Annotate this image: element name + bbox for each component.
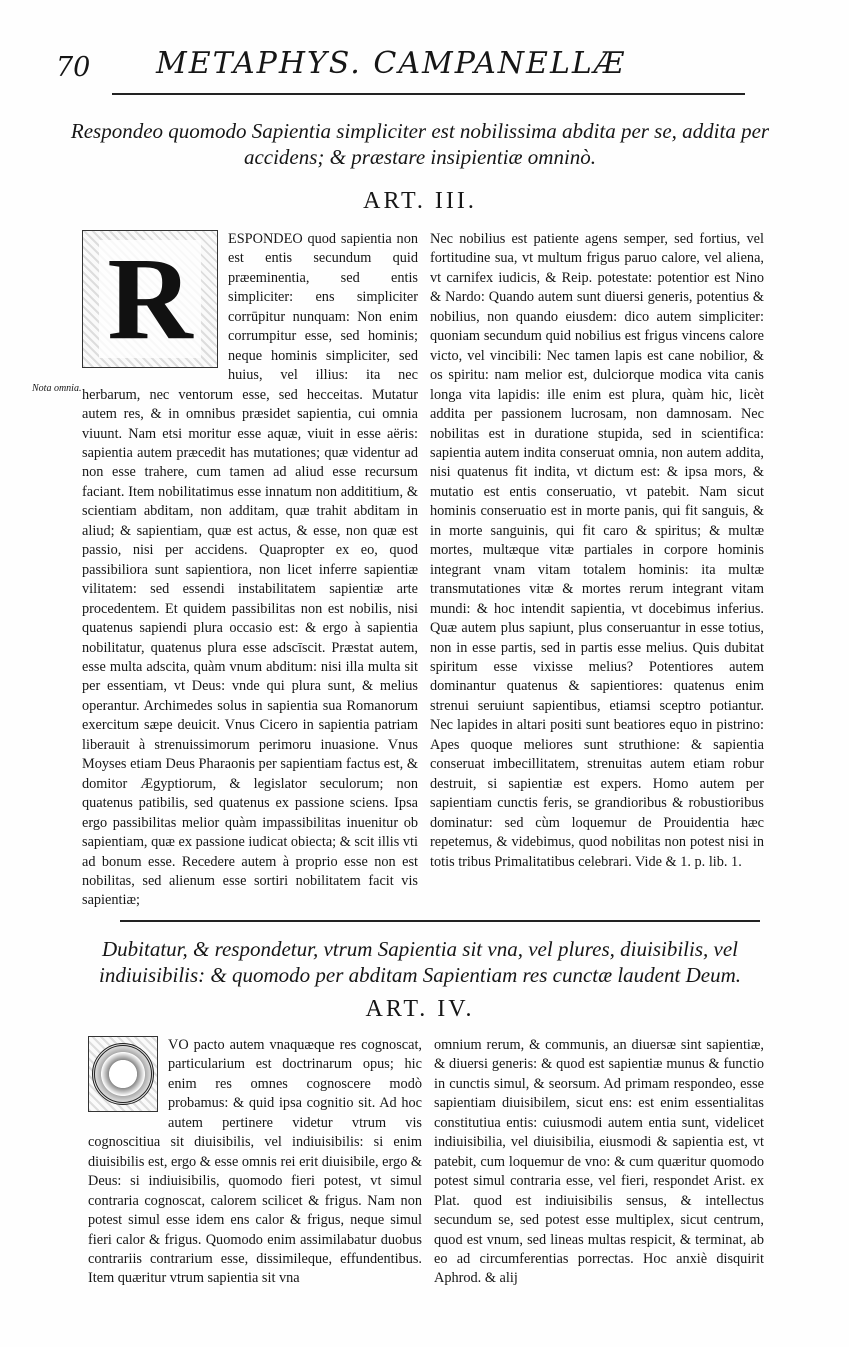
drop-cap-letter: R — [99, 240, 200, 358]
article-label-3: ART. III. — [363, 188, 477, 214]
ornament-icon — [92, 1043, 154, 1105]
page-number: 70 — [56, 52, 91, 83]
article-label-4: ART. IV. — [365, 996, 475, 1022]
section-heading-2: Dubitatur, & respondetur, vtrum Sapientia sit vna, vel plures, diuisibilis, vel indiuisibilis: & quomodo per abditam Sapientiam res cunctæ laudent Deum. — [98, 937, 741, 987]
column-left-2 — [88, 1036, 422, 1296]
drop-cap-r — [82, 230, 218, 368]
running-title: METAPHYS. CAMPANELLÆ — [156, 46, 626, 81]
column-right-2 — [434, 1036, 764, 1296]
column-right-1 — [430, 230, 764, 910]
body-text-right-1: Nec nobilius est patiente agens semper, sed fortius, vel fortitudine sua, vt multum frigus paruo calore, vel aliena, vt carnifex iudicis, & Reip. potestate: potentior est Nino & Nardo: Quando autem sunt diuersi generis, potentius & nobilius, non quando eiusdem: dico autem simpliciter: quoniam secundum quid nobilius est frigus vincens calore victo, vel vincibili: Nec tamen lapis est cane nobilior, & os spiritu: nam melior est, dulciorque modica vita canis longa vita lapidis: ille enim est plura, quàm hic, licèt addita per passionem lucrosam, non damnosam. Nec nobilitas est in duratione stupida, sed in scientifica: sapientia autem indita conseruat omnia, non autem addita, nisi quatenus fit indita, vt dictum est: & ipsa mors, & mutatio est entis conseruatio, vt patebit. Nam sicut hominis conseruatio est in morte panis, qui fit sanguis, & in morte sanguinis, qui fit caro & spiritus; & multæ mortes, multæque vitæ partiales in corpore hominis integrant vnam vitam totalem hominis: ita multæ transmutationes vitæ & mortes rerum integrant vitam mundi: & hoc intendit sapientia, vt docebimus inferius. Quæ autem plus sapiunt, plus conseruantur in esse totius, non in esse partis, sed in partis esse melius. Quis dubitat spiritum esse vixisse melius? Potentiores autem dominantur quatenus & sapientiores: quatenus enim strenui seruiunt sapientibus, etiamsi sceptro potiantur. Nec lapides in altari positi sunt beatiores equo in pistrino: Apes quoque meliores sunt struthione: & sapientia conseruat imbecillitatem, strenuitas autem etiam robur destruit, si sapientiæ est expers. Homo autem per sapientiam cunctis feris, se grandioribus & robustioribus dominatur: sed cùm loquemur de Prouidentia hæc repetemus, & videbimus, quod nobilitas non potest nisi in totis tribus Primalitatibus celebrari. Vide & 1. p. lib. 1. — [430, 231, 764, 870]
section-heading-1: Respondeo quomodo Sapientia simpliciter est nobilissima abdita per se, addita per accidens; & præstare insipientiæ omninò. — [70, 119, 770, 169]
page-header — [52, 38, 752, 98]
section-divider — [120, 920, 760, 922]
ornamental-initial — [88, 1036, 158, 1112]
body-text-left-1: ESPONDEO quod sapientia non est entis secundum quid præeminentia, sed entis simpliciter: ens simpliciter corrūpitur nunquam: Non enim corrumpitur esse, sed hominis; neque hominis simpliciter, sed huius, vel illius: ita nec herbarum, nec ventorum esse, sed hecceitas. Mutatur autem res, & in omnibus præsidet sapientia, cui omnia viuunt. Nam etsi moritur esse aquæ, viuit in esse aëris: sapientia autem præcedit has mutationes; quæ videntur ad non esse trahere, cum tamen ad aliud esse recursum faciant. Item nobilitatimus esse innatum non addititium, & scientiam abditam, non additam, quæ trahit abditam in aliud; & sapientiam, quæ est actus, & esse, non quæ est passio, nisi per accidens. Quapropter ex eo, quod passibiliora sunt sapientiora, non licet inferre sapientiæ vilitatem: sed essendi instabilitatem sapientiæ arte procedentem. Et quidem passibilitas non est nobilis, nisi quatenus sapiendi plura occasio est: & ergo à sapientia nobilitatur, quatenus plura esse adscīscit. Præstat autem, esse multa adscita, quàm vnum abditum: nisi illa multa sit per essentiam, vt Deus: vnde qui plura sunt, & melius operantur. Archimedes solus in sapientia sua Romanorum exercitum sæpe deuicit. Vnus Cicero in sapientia patriam liberauit à strenuissimorum perimoru inuasione. Vnus Moyses etiam Deus Pharaonis per sapientiam factus est, & domitor Ægyptiorum, & legislator seculorum; non quatenus patibilis, sed quatenus ex passione sciens. Ipsa ergo passibilitas melior quàm impassibilitas inuenitur ob sapientiam, quæ ex passione iudicat obiecta; & scit illis vti ad bonum esse. Recedere autem à proprio esse non est nobilitas, sed alienum esse sortiri nobilitatem facit vis sapientiæ; — [82, 231, 418, 909]
column-left-1 — [82, 230, 418, 910]
margin-note: Nota omnia. — [32, 383, 82, 394]
header-rule — [112, 93, 745, 95]
body-text-right-2: omnium rerum, & communis, an diuersæ sint sapientiæ, & diuersi generis: & quod est sapientiæ munus & functio in cunctis simul, & seorsum. Ad primam respondeo, esse sapientiam diuisibilem, sicut ens: est enim essentialitas constitutiua entis: cuiusmodi autem entia sunt, videlicet indiuisibilia, vel diuisibilia, eiusmodi & sapientia est, vt patebit, cum loquemur de vno: & cum quæritur quomodo potest simul contraria esse, vel fieri, respondet Arist. ex Plat. quod est indiuisibilis sensus, & intellectus secundum se, sed potest esse multiplex, sicut centrum, quod est vnum, sed lineas multas respicit, & terminat, ab eo ad circumferentias porrectas. Hoc anxiè disquirit Aphrod. & alij — [434, 1037, 764, 1287]
body-text-left-2: VO pacto autem vnaquæque res cognoscat, particularium est doctrinarum opus; hic enim res omnes cognoscere modò probamus: & quid ipsa cognitio sit. Ad hoc autem pertinere videtur vtrum vis cognoscitiua sit diuisibilis, vel indiuisibilis: si enim diuisibilis est, ergo & esse omnis rei erit diuisibile, ergo & Deus: si indiuisibilis, quomodo fieri potest, vt simul contraria cognoscat, calorem scilicet & frigus. Nam non potest simul esse idem ens calor & frigus, neque simul fieri calor & frigus. Quomodo enim assimilabatur duobus contrariis contrarium esse, dissimileque, effundentibus. Item quæritur vtrum sapientia sit vna — [88, 1037, 422, 1287]
